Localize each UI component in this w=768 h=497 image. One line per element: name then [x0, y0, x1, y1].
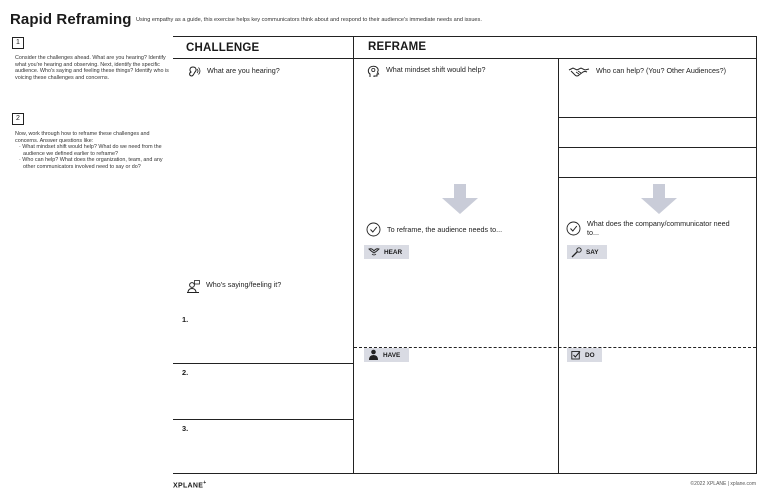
tag-have-label: HAVE: [383, 351, 401, 359]
tag-do: [567, 348, 602, 362]
ear-icon: [187, 66, 201, 78]
question-who-can-help: [568, 66, 726, 78]
handshake-icon: [568, 66, 590, 78]
grid-line-help-2: [559, 147, 757, 148]
grid-line-bottom: [173, 473, 757, 474]
grid-line-help-1: [559, 117, 757, 118]
question-company-needs-label: What does the company/communicator need to...: [587, 219, 730, 237]
check-circle-icon: [366, 222, 381, 237]
question-audience-needs: [366, 222, 502, 237]
question-who-can-help-label: Who can help? (You? Other Audiences?): [596, 66, 726, 75]
question-who-label: Who's saying/feeling it?: [206, 280, 282, 289]
footer-logo: XPLANE+: [173, 480, 207, 490]
grid-line-help-3: [559, 177, 757, 178]
step-2-number: 2: [12, 113, 24, 125]
question-hearing-label: What are you hearing?: [207, 66, 280, 75]
grid-line-challenge-divider: [353, 36, 354, 474]
question-who: [186, 280, 281, 294]
question-hearing: [187, 66, 280, 78]
tag-do-label: DO: [585, 351, 595, 359]
challenge-header: CHALLENGE: [186, 42, 260, 54]
grid-line-header: [173, 58, 757, 59]
footer-logo-text: XPLANE: [173, 482, 204, 490]
dashed-divider: [354, 347, 756, 348]
step-2-intro: Now, work through how to reframe these challenges and concerns. Answer questions like:: [15, 131, 150, 144]
answer-number-2: 2.: [182, 368, 189, 377]
answer-number-3: 3.: [182, 424, 189, 433]
tag-hear-label: HEAR: [384, 248, 403, 256]
step-1-number: 1: [12, 37, 24, 49]
head-icon: [367, 65, 380, 78]
step-1-text: Consider the challenges ahead. What are you hearing? Identify what you're hearing and observing. Next, identify the specific audience. Who's saying and feeling these things? Identify who is voicing these challenges and concerns.: [15, 55, 169, 81]
question-audience-needs-label: To reframe, the audience needs to...: [387, 225, 503, 234]
tag-say: [567, 245, 607, 259]
grid-line-row-3: [173, 419, 353, 420]
grid-line-right: [756, 36, 757, 474]
grid-line-reframe-divider: [558, 58, 559, 474]
question-mindset-label: What mindset shift would help?: [386, 65, 486, 74]
wings-icon: [368, 247, 380, 257]
page-subtitle: Using empathy as a guide, this exercise helps key communicators think about and respond to their audience's immediate needs and issues.: [136, 17, 482, 23]
tag-hear: [364, 245, 409, 259]
question-company-needs: [566, 220, 746, 237]
grid-line-row-2: [173, 363, 353, 364]
question-mindset: [367, 65, 485, 78]
checkbox-icon: [571, 350, 581, 360]
person-icon: [368, 349, 379, 361]
grid-line-top: [173, 36, 757, 37]
speaker-icon: [186, 280, 200, 294]
step-2-text: [15, 131, 169, 170]
footer-copyright: ©2022 XPLANE | xplane.com: [690, 481, 756, 487]
reframe-header: REFRAME: [368, 41, 427, 53]
tag-say-label: SAY: [586, 248, 599, 256]
step-2-bullet: · What mindset shift would help? What do we need from the audience we defined earlier to reframe?: [19, 144, 162, 157]
check-circle-icon: [566, 221, 581, 236]
tag-have: [364, 348, 409, 362]
page-title: Rapid Reframing: [10, 11, 132, 28]
answer-number-1: 1.: [182, 315, 189, 324]
step-2-bullet: · Who can help? What does the organization, team, and any other communicators involved need to say or do?: [19, 157, 163, 170]
microphone-icon: [571, 247, 582, 258]
arrow-down-icon: [640, 184, 678, 215]
arrow-down-icon: [441, 184, 479, 215]
